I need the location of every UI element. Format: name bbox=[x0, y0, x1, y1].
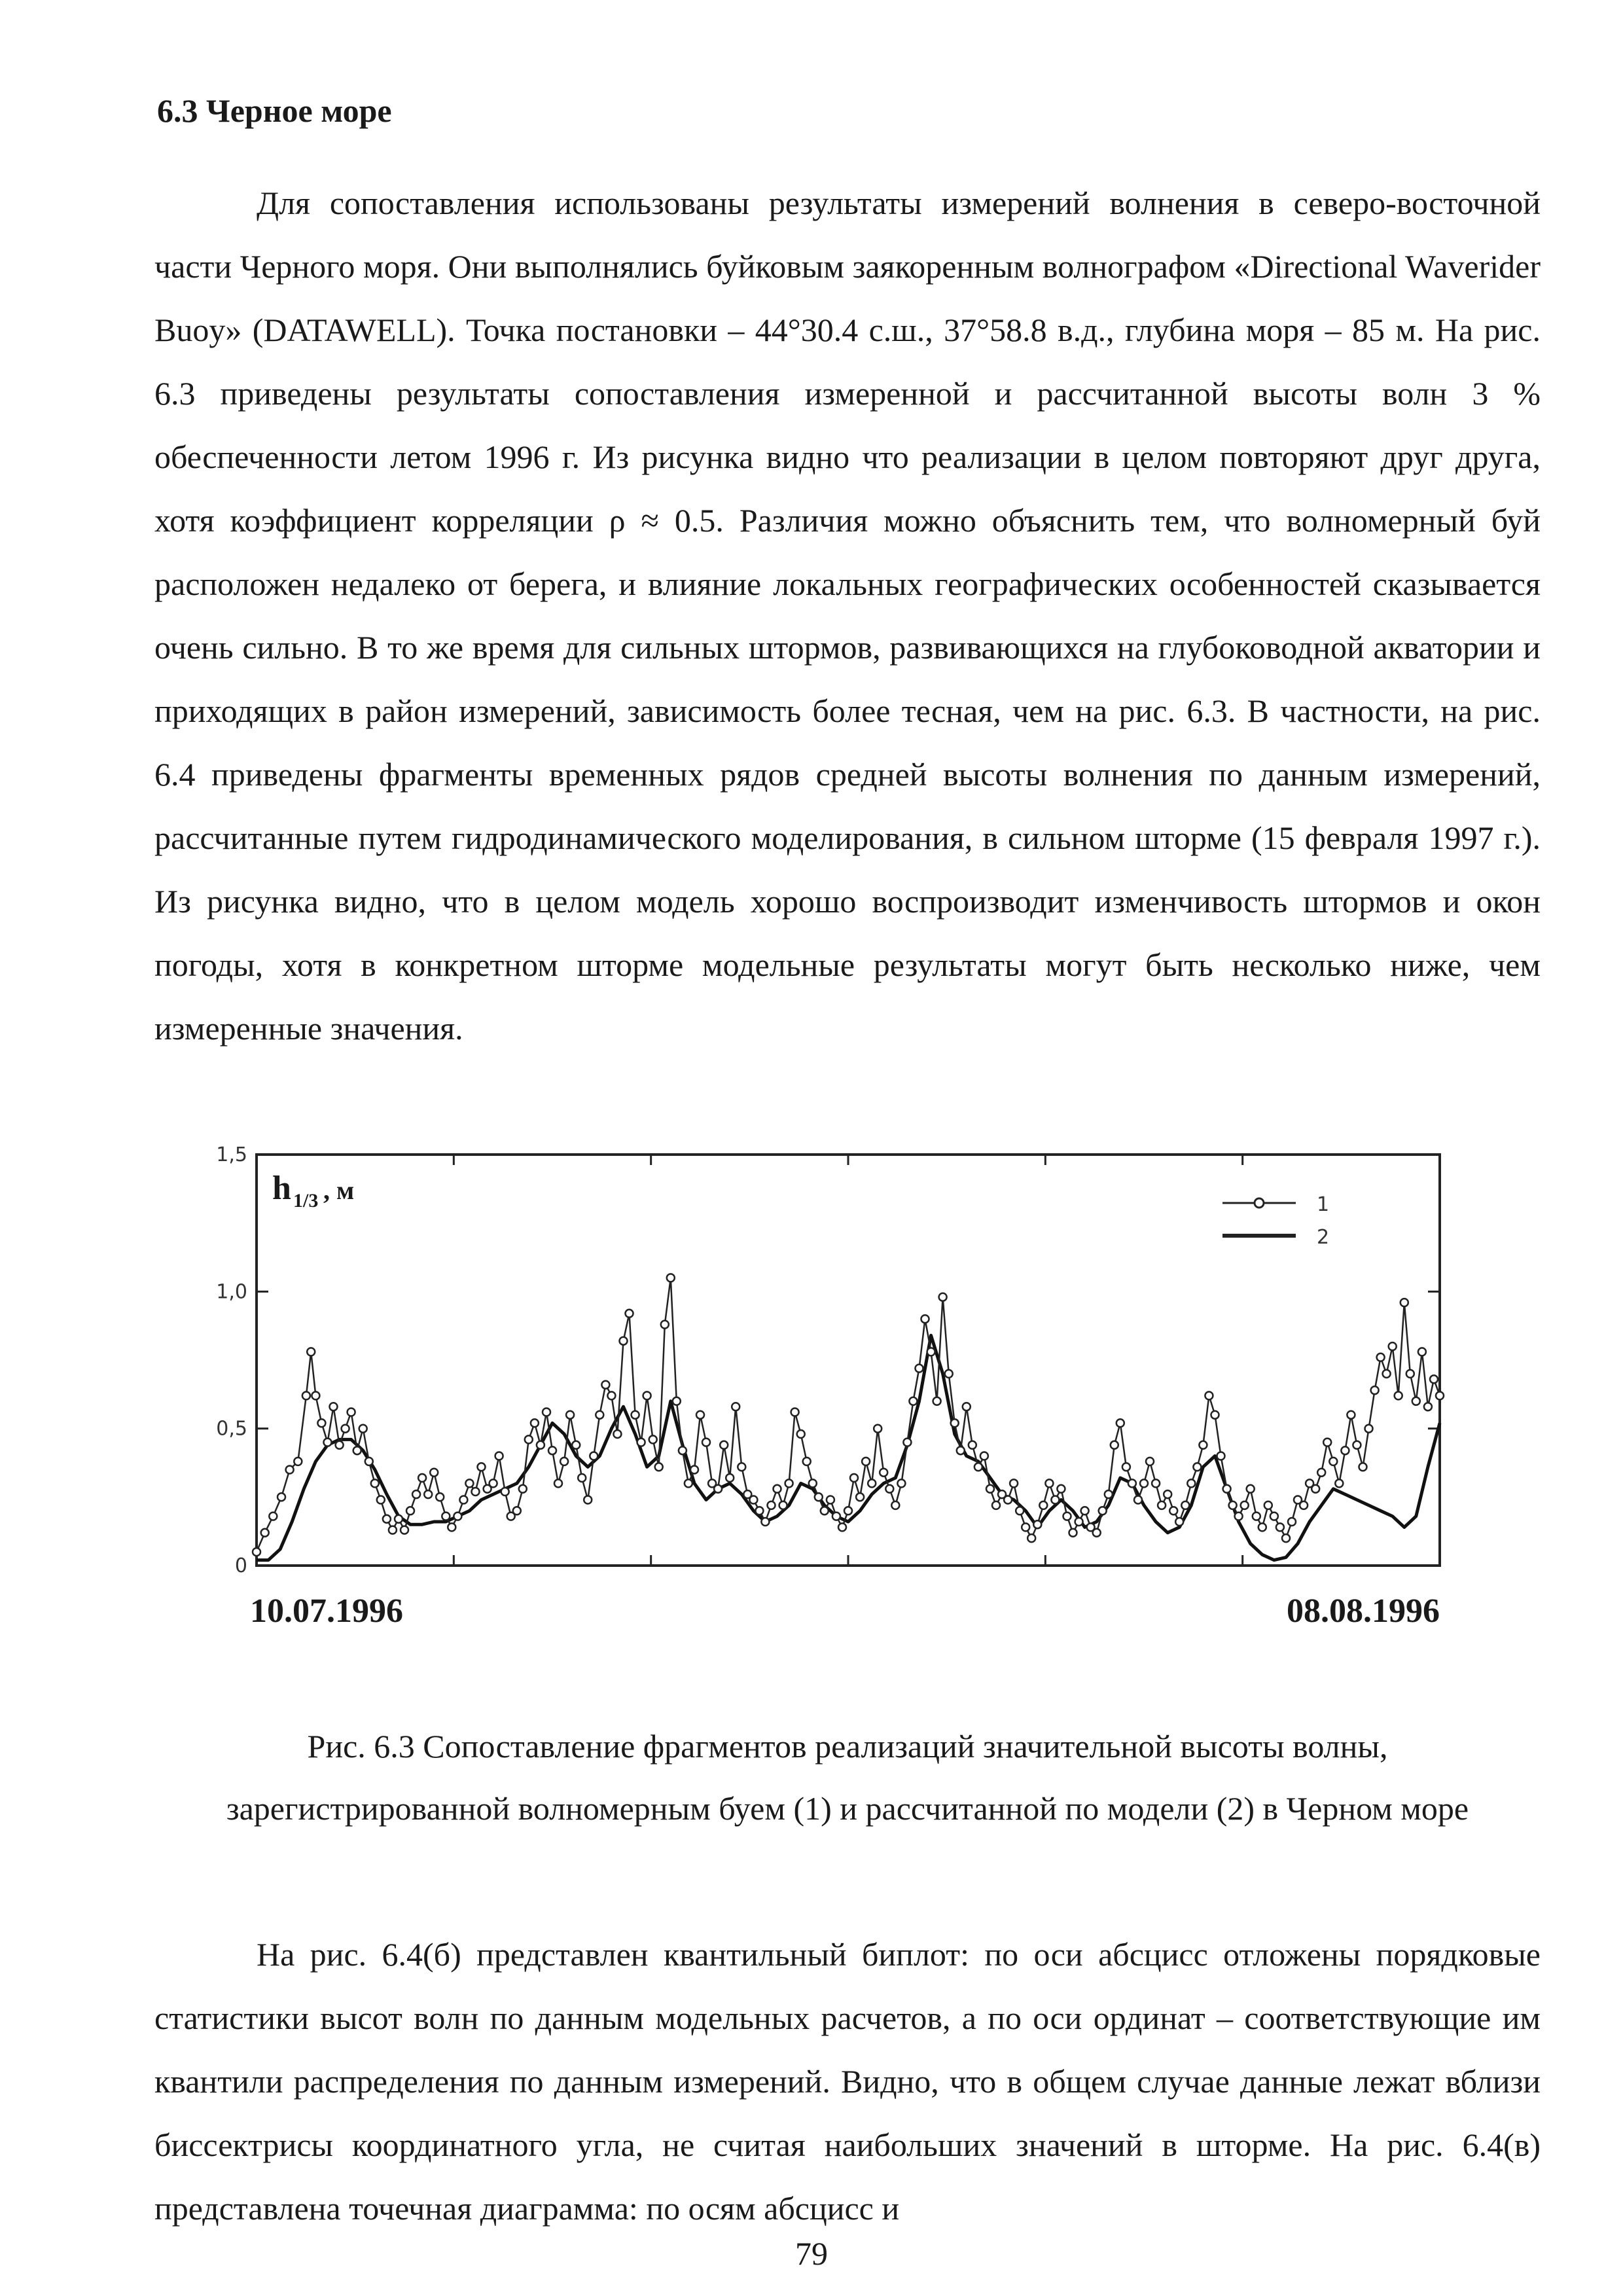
series-1-point bbox=[774, 1485, 781, 1493]
series-1-point bbox=[945, 1370, 953, 1378]
series-1-point bbox=[626, 1310, 633, 1318]
legend-marker-1 bbox=[1255, 1198, 1264, 1208]
series-1-point bbox=[472, 1488, 480, 1496]
series-1-point bbox=[885, 1485, 893, 1493]
series-1-point bbox=[1383, 1370, 1391, 1378]
series-1-point bbox=[294, 1458, 302, 1465]
series-1-point bbox=[1093, 1529, 1101, 1537]
series-1-point bbox=[430, 1469, 438, 1477]
page-number: 79 bbox=[795, 2235, 828, 2272]
series-1-point bbox=[620, 1337, 628, 1345]
series-1-point bbox=[749, 1496, 757, 1504]
series-1-point bbox=[714, 1485, 722, 1493]
series-1-point bbox=[1353, 1441, 1361, 1449]
series-1-point bbox=[856, 1493, 864, 1501]
series-1-point bbox=[548, 1446, 556, 1454]
series-1-point bbox=[1027, 1534, 1035, 1542]
series-1-point bbox=[554, 1479, 562, 1487]
series-1-point bbox=[1122, 1463, 1130, 1471]
series-1-point bbox=[1377, 1354, 1385, 1361]
series-1-point bbox=[797, 1430, 805, 1438]
series-1-point bbox=[1022, 1523, 1029, 1531]
paragraph-body-2: На рис. 6.4(б) представлен квантильный биплот: по оси абсцисс отложены порядковые статистики высот волн по данным модельных расчетов, а по оси ординат – соответствующие им квантили распределения по данным измерений. Видно, что в общем случае данные лежат вблизи биссектрисы координатного угла, не считая наибольших значений в шторме. На рис. 6.4(в) представлена точечная диаграмма: по осям абсцисс и bbox=[154, 1936, 1541, 2227]
series-1-point bbox=[519, 1485, 527, 1493]
series-1-point bbox=[1389, 1342, 1397, 1350]
y-tick-label: 0 bbox=[234, 1554, 247, 1577]
series-1-point bbox=[661, 1321, 669, 1329]
series-1-point bbox=[478, 1463, 486, 1471]
series-1-point bbox=[963, 1403, 971, 1410]
series-1-point bbox=[1081, 1507, 1089, 1515]
series-1-point bbox=[448, 1523, 455, 1531]
series-1-point bbox=[1395, 1391, 1402, 1399]
series-1-point bbox=[1430, 1375, 1438, 1383]
series-1-point bbox=[269, 1513, 277, 1520]
series-1-point bbox=[383, 1515, 391, 1523]
series-1-point bbox=[696, 1411, 704, 1419]
series-1-point bbox=[454, 1513, 461, 1520]
series-1-point bbox=[1276, 1523, 1284, 1531]
series-1-point bbox=[1317, 1469, 1325, 1477]
series-1-point bbox=[1199, 1441, 1207, 1449]
series-1-point bbox=[1223, 1485, 1231, 1493]
series-1-point bbox=[277, 1493, 285, 1501]
series-1-point bbox=[261, 1529, 269, 1537]
series-1-point bbox=[632, 1411, 639, 1419]
series-1-point bbox=[359, 1425, 367, 1433]
series-1-point bbox=[850, 1474, 858, 1482]
series-1-point bbox=[348, 1408, 355, 1416]
series-1-point bbox=[933, 1397, 941, 1405]
series-1-point bbox=[1329, 1458, 1337, 1465]
series-1-point bbox=[1371, 1386, 1379, 1394]
series-1-point bbox=[1436, 1391, 1444, 1399]
series-1-point bbox=[286, 1466, 294, 1474]
y-axis-label-main: h bbox=[272, 1170, 291, 1207]
series-1-point bbox=[1134, 1496, 1142, 1504]
series-1-point bbox=[513, 1507, 521, 1515]
series-1-point bbox=[637, 1439, 645, 1446]
legend-label-2: 2 bbox=[1317, 1226, 1330, 1249]
y-axis-label-unit: , м bbox=[323, 1175, 355, 1205]
series-1-point bbox=[702, 1439, 710, 1446]
series-1-point bbox=[927, 1348, 935, 1355]
series-1-point bbox=[572, 1441, 580, 1449]
section-heading: 6.3 Черное море bbox=[157, 92, 392, 129]
series-1-point bbox=[667, 1274, 675, 1282]
series-1-point bbox=[607, 1391, 615, 1399]
series-1-point bbox=[495, 1452, 503, 1460]
series-1-point bbox=[1140, 1479, 1148, 1487]
series-1-point bbox=[649, 1435, 657, 1443]
series-1-point bbox=[720, 1441, 728, 1449]
series-1-point bbox=[531, 1419, 539, 1427]
series-1-point bbox=[832, 1513, 840, 1520]
series-1-point bbox=[862, 1458, 870, 1465]
legend-label-1: 1 bbox=[1317, 1193, 1330, 1216]
series-1-point bbox=[974, 1463, 982, 1471]
series-1-point bbox=[785, 1479, 793, 1487]
paragraph-body-1: Для сопоставления использованы результаты измерений волнения в северо-восточной части Черного моря. Они выполнялись буйковым заякоренным волнографом «Directional Waverider Buoy» (DATAWELL). Точка постановки – 44°30.4 с.ш., 37°58.8 в.д., глубина моря – 85 м. На рис. 6.3 приведены результаты сопоставления измеренной и рассчитанной высоты волн 3 % обеспеченности летом 1996 г. Из рисунка видно что реализации в целом повторяют друг друга, хотя коэффициент корреляции ρ ≈ 0.5. Различия можно объяснить тем, что волномерный буй расположен недалеко от берега, и влияние локальных географических особенностей сказывается очень сильно. В то же время для сильных штормов, развивающихся на глубоководной акватории и приходящих в район измерений, зависимость более тесная, чем на рис. 6.3. В частности, на рис. 6.4 приведены фрагменты временных рядов средней высоты волнения по данным измерений, рассчитанные путем гидродинамического моделирования, в сильном шторме (15 февраля 1997 г.). Из рисунка видно, что в целом модель хорошо воспроизводит изменчивость штормов и окон погоды, хотя в конкретном шторме модельные результаты могут быть несколько ниже, чем измеренные значения. bbox=[154, 185, 1541, 1047]
series-1-point bbox=[755, 1507, 763, 1515]
series-1-point bbox=[1205, 1391, 1213, 1399]
x-ticks bbox=[454, 1155, 1242, 1566]
series-1-point bbox=[815, 1493, 823, 1501]
series-1-point bbox=[418, 1474, 426, 1482]
series-1-point bbox=[590, 1452, 597, 1460]
series-1-point bbox=[1116, 1419, 1124, 1427]
series-1-point bbox=[401, 1526, 408, 1534]
series-1-point bbox=[1412, 1397, 1420, 1405]
series-1-point bbox=[980, 1452, 988, 1460]
series-1-point bbox=[1146, 1458, 1154, 1465]
series-1-point bbox=[1406, 1370, 1414, 1378]
series-1-point bbox=[395, 1515, 402, 1523]
series-1-point bbox=[921, 1315, 929, 1323]
series-1-point bbox=[1158, 1501, 1166, 1509]
series-1-point bbox=[992, 1501, 1000, 1509]
series-1-point bbox=[986, 1485, 994, 1493]
x-start-date-label: 10.07.1996 bbox=[250, 1592, 403, 1630]
series-1-point bbox=[1187, 1479, 1195, 1487]
series-1-point bbox=[891, 1501, 899, 1509]
series-1-point bbox=[336, 1441, 344, 1449]
series-1-point bbox=[537, 1441, 544, 1449]
series-1-point bbox=[803, 1458, 811, 1465]
series-1-point bbox=[1247, 1485, 1255, 1493]
series-1-point bbox=[371, 1479, 379, 1487]
series-1-point bbox=[578, 1474, 586, 1482]
series-1-point bbox=[643, 1391, 651, 1399]
y-tick-label: 1,5 bbox=[216, 1143, 247, 1166]
series-1-point bbox=[342, 1425, 349, 1433]
series-1-point bbox=[791, 1408, 799, 1416]
series-1-point bbox=[1033, 1520, 1041, 1528]
series-1-point bbox=[1111, 1441, 1118, 1449]
series-1-point bbox=[324, 1439, 332, 1446]
series-1-point bbox=[1211, 1411, 1219, 1419]
series-1-point bbox=[1057, 1485, 1065, 1493]
series-1-point bbox=[874, 1425, 882, 1433]
series-1-point bbox=[1217, 1452, 1225, 1460]
series-1-point bbox=[779, 1501, 787, 1509]
series-1-point bbox=[1010, 1479, 1018, 1487]
series-1-point bbox=[543, 1408, 550, 1416]
series-1-point bbox=[939, 1293, 947, 1301]
series-1-point bbox=[903, 1439, 911, 1446]
series-1-point bbox=[897, 1479, 905, 1487]
series-1-point bbox=[1300, 1501, 1308, 1509]
series-1-point bbox=[679, 1446, 687, 1454]
series-1-point bbox=[1288, 1518, 1296, 1526]
series-1-point bbox=[690, 1466, 698, 1474]
series-1-point bbox=[1004, 1496, 1012, 1504]
series-1-point bbox=[1253, 1513, 1260, 1520]
series-1-point bbox=[821, 1507, 829, 1515]
series-1-point bbox=[1051, 1496, 1059, 1504]
series-1-point bbox=[436, 1493, 444, 1501]
series-1-point bbox=[685, 1479, 692, 1487]
series-1-point bbox=[1311, 1485, 1319, 1493]
series-1-point bbox=[1229, 1501, 1237, 1509]
series-1-point bbox=[1164, 1490, 1171, 1498]
series-1-point bbox=[738, 1463, 745, 1471]
series-1-point bbox=[1075, 1518, 1083, 1526]
series-1-point bbox=[596, 1411, 603, 1419]
series-1-point bbox=[1152, 1479, 1160, 1487]
series-1-point bbox=[560, 1458, 568, 1465]
series-1-point bbox=[253, 1548, 260, 1556]
series-1-point bbox=[844, 1507, 852, 1515]
series-1-point bbox=[957, 1446, 965, 1454]
series-1-point bbox=[909, 1397, 917, 1405]
series-1-point bbox=[1069, 1529, 1077, 1537]
figure-caption-line-1: Рис. 6.3 Сопоставление фрагментов реализаций значительной высоты волны, bbox=[307, 1728, 1388, 1765]
series-1-point bbox=[1424, 1403, 1432, 1410]
series-1-point bbox=[1418, 1348, 1426, 1355]
series-1-point bbox=[1359, 1463, 1367, 1471]
series-1-point bbox=[768, 1501, 776, 1509]
series-1-point bbox=[1258, 1523, 1266, 1531]
series-1-point bbox=[353, 1446, 361, 1454]
series-1-point bbox=[673, 1397, 681, 1405]
series-1-point bbox=[1063, 1513, 1071, 1520]
series-1-point bbox=[365, 1458, 373, 1465]
series-1-point bbox=[1365, 1425, 1373, 1433]
series-1-point bbox=[1282, 1534, 1290, 1542]
series-1-point bbox=[1045, 1479, 1053, 1487]
figure-caption-line-2: зарегистрированной волномерным буем (1) и рассчитанной по модели (2) в Черном море bbox=[226, 1790, 1469, 1827]
series-1-point bbox=[1099, 1507, 1107, 1515]
series-1-point bbox=[1323, 1439, 1331, 1446]
series-1-point bbox=[726, 1474, 734, 1482]
series-1-point bbox=[1169, 1507, 1177, 1515]
series-1-point bbox=[1400, 1299, 1408, 1306]
series-1-point bbox=[377, 1496, 385, 1504]
series-1-point bbox=[809, 1479, 817, 1487]
series-1-point bbox=[916, 1365, 923, 1372]
series-1-point bbox=[424, 1490, 432, 1498]
series-1-point bbox=[566, 1411, 574, 1419]
series-1-point bbox=[761, 1518, 769, 1526]
series-1-point bbox=[1105, 1490, 1113, 1498]
series-1-point bbox=[330, 1403, 338, 1410]
series-1-point bbox=[1347, 1411, 1355, 1419]
series-1-point bbox=[880, 1469, 887, 1477]
series-1-point bbox=[490, 1479, 497, 1487]
series-1-point bbox=[1335, 1479, 1343, 1487]
series-1-point bbox=[459, 1496, 467, 1504]
x-end-date-label: 08.08.1996 bbox=[1287, 1592, 1440, 1630]
series-1-point bbox=[827, 1496, 834, 1504]
y-tick-label: 0,5 bbox=[216, 1417, 247, 1441]
series-1-point bbox=[951, 1419, 959, 1427]
series-1-point bbox=[317, 1419, 325, 1427]
series-1-point bbox=[389, 1526, 397, 1534]
series-1-point bbox=[525, 1435, 533, 1443]
series-1-point bbox=[302, 1391, 310, 1399]
series-1-point bbox=[1235, 1513, 1243, 1520]
wave-height-chart bbox=[196, 1139, 1479, 1636]
series-1-point bbox=[312, 1391, 319, 1399]
series-1-point bbox=[465, 1479, 473, 1487]
series-1-point bbox=[1181, 1501, 1189, 1509]
series-1-point bbox=[1193, 1463, 1201, 1471]
series-1-point bbox=[1016, 1507, 1024, 1515]
series-1-point bbox=[613, 1430, 621, 1438]
series-1-point bbox=[655, 1463, 663, 1471]
series-1-point bbox=[1039, 1501, 1047, 1509]
y-tick-label: 1,0 bbox=[216, 1280, 247, 1304]
series-1-point bbox=[969, 1441, 976, 1449]
plot-frame bbox=[257, 1155, 1440, 1566]
series-1-point bbox=[442, 1513, 450, 1520]
series-1-point bbox=[868, 1479, 876, 1487]
series-1-point bbox=[838, 1523, 846, 1531]
series-1-point bbox=[584, 1496, 592, 1504]
series-1-point bbox=[406, 1507, 414, 1515]
series-1-point bbox=[1270, 1513, 1278, 1520]
legend bbox=[1222, 1193, 1329, 1249]
series-1-point bbox=[412, 1490, 420, 1498]
series-1-point bbox=[1175, 1518, 1183, 1526]
series-1-point bbox=[1241, 1501, 1249, 1509]
series-1-point bbox=[1341, 1446, 1349, 1454]
series-1-point bbox=[601, 1381, 609, 1389]
series-1-point bbox=[1264, 1501, 1272, 1509]
series-1-line bbox=[253, 1274, 1444, 1556]
series-1-point bbox=[732, 1403, 740, 1410]
series-1-point bbox=[501, 1488, 509, 1496]
series-1-point bbox=[1128, 1479, 1136, 1487]
y-axis-label-sub: 1/3 bbox=[293, 1190, 319, 1211]
series-1-point bbox=[307, 1348, 315, 1355]
